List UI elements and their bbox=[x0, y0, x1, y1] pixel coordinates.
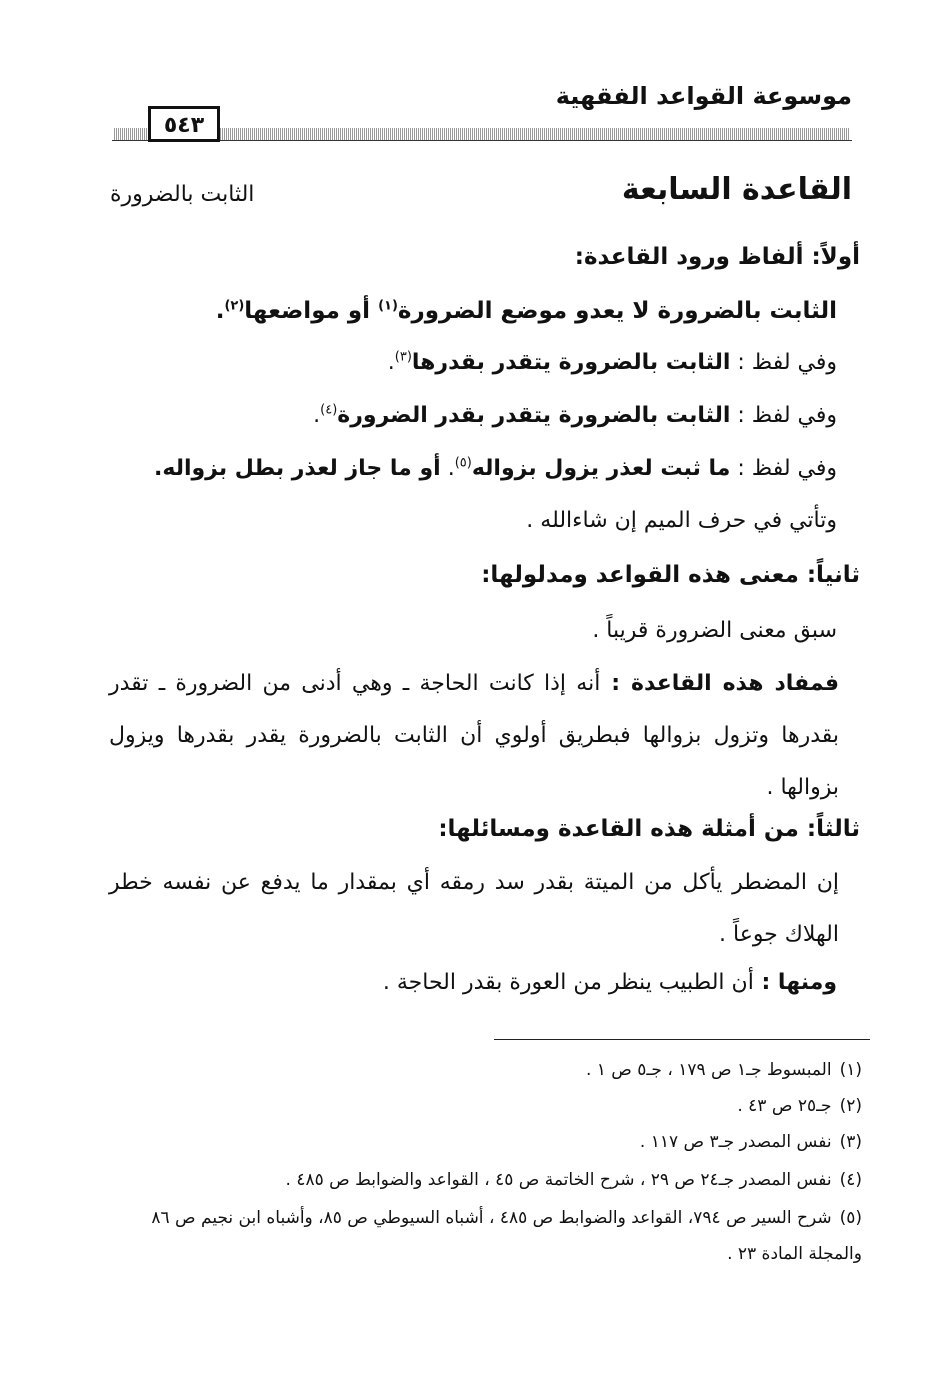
footnote-text: شرح السير ص ٧٩٤، القواعد والضوابط ص ٤٨٥ ، أشباه السيوطي ص ٨٥، وأشباه ابن نجيم ص ٨٦ والمجلة المادة ٢٣ . bbox=[151, 1208, 862, 1264]
page-number: ٥٤٣ bbox=[148, 106, 220, 142]
variant-prefix: وفي لفظ : bbox=[730, 456, 837, 481]
footnote-4 bbox=[286, 1170, 863, 1190]
variant-text: الثابت بالضرورة يتقدر بقدر الضرورة bbox=[337, 403, 731, 428]
running-title: موسوعة القواعد الفقهية bbox=[555, 82, 852, 110]
period: . bbox=[387, 350, 395, 375]
variant-wording-1 bbox=[388, 350, 837, 375]
section-heading-2: ثانياً: معنى هذه القواعد ومدلولها: bbox=[481, 562, 860, 588]
footnote-separator bbox=[494, 1039, 870, 1040]
paragraph-text: أن الطبيب ينظر من العورة بقدر الحاجة . bbox=[382, 970, 754, 995]
variant-prefix: وفي لفظ : bbox=[730, 403, 837, 428]
rule-wording-main bbox=[216, 298, 837, 324]
footnote-ref-1[interactable]: (١) bbox=[378, 298, 398, 314]
variant-prefix: وفي لفظ : bbox=[730, 350, 837, 375]
rule-wording-text-2: أو مواضعها bbox=[244, 298, 371, 324]
variant-wording-2 bbox=[313, 403, 837, 428]
example-paragraph-1: إن المضطر يأكل من الميتة بقدر سد رمقه أي بمقدار ما يدفع عن نفسه خطر الهلاك جوعاً . bbox=[109, 870, 839, 947]
period: . bbox=[215, 298, 225, 324]
header-rule bbox=[114, 128, 850, 140]
paragraph-meaning-2 bbox=[109, 658, 839, 814]
variant-text-2: أو ما جاز لعذر بطل بزواله. bbox=[154, 456, 441, 481]
footnote-ref-3[interactable]: (٣) bbox=[394, 349, 412, 365]
footnote-number: (٣) bbox=[839, 1132, 862, 1152]
rule-wording-text: الثابت بالضرورة لا يعدو موضع الضرورة bbox=[397, 298, 837, 324]
footnote-number: (٥) bbox=[839, 1208, 862, 1228]
section-heading-1: أولاً: ألفاظ ورود القاعدة: bbox=[574, 244, 860, 270]
footnote-ref-5[interactable]: (٥) bbox=[454, 455, 472, 471]
footnote-number: (٢) bbox=[839, 1096, 862, 1116]
footnote-ref-4[interactable]: (٤) bbox=[320, 402, 338, 418]
footnote-text: نفس المصدر جـ٢٤ ص ٢٩ ، شرح الخاتمة ص ٤٥ ، القواعد والضوابط ص ٤٨٥ . bbox=[285, 1170, 832, 1190]
header-base-line bbox=[112, 140, 852, 141]
period: . bbox=[447, 456, 455, 481]
paragraph-lead: ومنها : bbox=[753, 970, 837, 995]
example-paragraph-2 bbox=[383, 970, 837, 995]
variant-wording-3 bbox=[154, 456, 837, 481]
section-heading-3: ثالثاً: من أمثلة هذه القاعدة ومسائلها: bbox=[438, 816, 860, 842]
period: . bbox=[313, 403, 321, 428]
cross-reference-note: وتأتي في حرف الميم إن شاءالله . bbox=[526, 508, 837, 533]
paragraph-text: أنه إذا كانت الحاجة ـ وهي أدنى من الضرورة ـ تقدر بقدرها وتزول بزوالها فبطريق أولوي أن الثابت بالضرورة يقدر بقدرها ويزول بزوالها . bbox=[109, 671, 839, 800]
footnote-5 bbox=[132, 1200, 862, 1272]
paragraph-lead: فمفاد هذه القاعدة : bbox=[600, 671, 839, 696]
variant-text: ما ثبت لعذر يزول بزواله bbox=[471, 456, 731, 481]
footnote-text: المبسوط جـ١ ص ١٧٩ ، جـ٥ ص ١ . bbox=[585, 1060, 832, 1080]
footnote-2 bbox=[737, 1096, 862, 1116]
paragraph-meaning-1: سبق معنى الضرورة قريباً . bbox=[592, 618, 837, 643]
footnote-3 bbox=[640, 1132, 862, 1152]
footnote-text: نفس المصدر جـ٣ ص ١١٧ . bbox=[639, 1132, 832, 1152]
variant-text: الثابت بالضرورة يتقدر بقدرها bbox=[411, 350, 731, 375]
footnote-1 bbox=[586, 1060, 862, 1080]
rule-title: القاعدة السابعة bbox=[621, 172, 852, 207]
footnote-text: جـ٢٥ ص ٤٣ . bbox=[737, 1096, 832, 1116]
footnote-number: (١) bbox=[839, 1060, 862, 1080]
footnote-ref-2[interactable]: (٢) bbox=[224, 298, 245, 314]
footnote-number: (٤) bbox=[839, 1170, 862, 1190]
rule-subtitle: الثابت بالضرورة bbox=[110, 182, 255, 207]
